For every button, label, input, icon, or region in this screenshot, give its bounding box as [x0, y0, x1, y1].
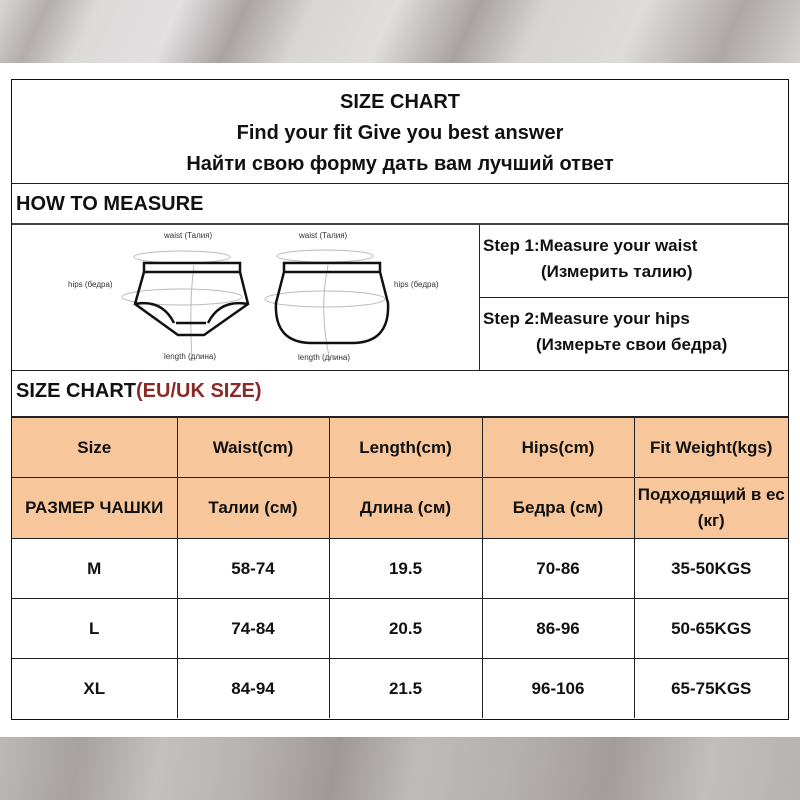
table-cell: 86-96 — [482, 599, 634, 659]
table-cell: 21.5 — [329, 659, 482, 719]
label-left-waist: waist (Талия) — [164, 231, 213, 240]
table-cell: 58-74 — [177, 539, 329, 599]
background-photo-bottom — [0, 737, 800, 800]
label-right-length: length (длина) — [298, 353, 351, 362]
title-block — [12, 80, 788, 184]
measurement-diagram — [12, 225, 480, 370]
table-row — [12, 599, 788, 659]
table-cell: 50-65KGS — [634, 599, 788, 659]
label-right-waist: waist (Талия) — [299, 231, 348, 240]
size-chart-heading — [12, 371, 788, 411]
measure-instructions-row — [12, 225, 788, 371]
step-2 — [480, 298, 788, 371]
column-header: Талии (см) — [177, 478, 329, 539]
how-to-measure-heading: HOW TO MEASURE — [16, 193, 204, 215]
table-cell: 65-75KGS — [634, 659, 788, 719]
size-chart-heading-main: SIZE CHART — [16, 380, 136, 402]
table-cell: XL — [12, 659, 177, 719]
briefs-front-diagram-icon — [12, 225, 480, 371]
column-header: Hips(cm) — [482, 418, 634, 478]
subtitle-english: Find your fit Give you best answer — [236, 122, 564, 144]
table-cell: L — [12, 599, 177, 659]
table-cell: M — [12, 539, 177, 599]
step-1-russian: (Измерить талию) — [541, 262, 693, 281]
measure-steps — [480, 225, 788, 370]
how-to-measure-row — [12, 184, 788, 225]
table-cell: 35-50KGS — [634, 539, 788, 599]
table-cell: 74-84 — [177, 599, 329, 659]
column-header: Size — [12, 418, 177, 478]
background-photo-top — [0, 0, 800, 63]
column-header: Бедра (см) — [482, 478, 634, 539]
step-2-russian: (Измерьте свои бедра) — [536, 334, 728, 354]
size-chart-heading-row — [12, 371, 788, 417]
column-header: Length(cm) — [329, 418, 482, 478]
step-1 — [480, 225, 788, 298]
table-cell: 96-106 — [482, 659, 634, 719]
column-header: РАЗМЕР ЧАШКИ — [12, 478, 177, 539]
size-chart-sheet — [11, 79, 789, 720]
size-chart-heading-region: (EU/UK SIZE) — [136, 380, 262, 402]
table-cell: 70-86 — [482, 539, 634, 599]
table-cell: 84-94 — [177, 659, 329, 719]
column-header: Длина (см) — [329, 478, 482, 539]
label-right-hips: hips (бедра) — [394, 280, 439, 289]
table-cell: 19.5 — [329, 539, 482, 599]
step-2-english: Step 2:Measure your hips — [483, 308, 690, 328]
label-left-length: length (длина) — [164, 352, 217, 361]
table-row — [12, 539, 788, 599]
label-left-hips: hips (бедра) — [68, 280, 113, 289]
subtitle-russian: Найти свою форму дать вам лучший ответ — [186, 153, 614, 175]
header-row-russian — [12, 478, 788, 539]
size-table — [12, 417, 788, 718]
column-header: Fit Weight(kgs) — [634, 418, 788, 478]
page-title: SIZE CHART — [340, 91, 460, 113]
step-1-english: Step 1:Measure your waist — [483, 236, 698, 255]
table-cell: 20.5 — [329, 599, 482, 659]
column-header: Подходящий в ес (кг) — [634, 478, 788, 539]
column-header: Waist(cm) — [177, 418, 329, 478]
table-row — [12, 659, 788, 719]
header-row-english — [12, 418, 788, 478]
